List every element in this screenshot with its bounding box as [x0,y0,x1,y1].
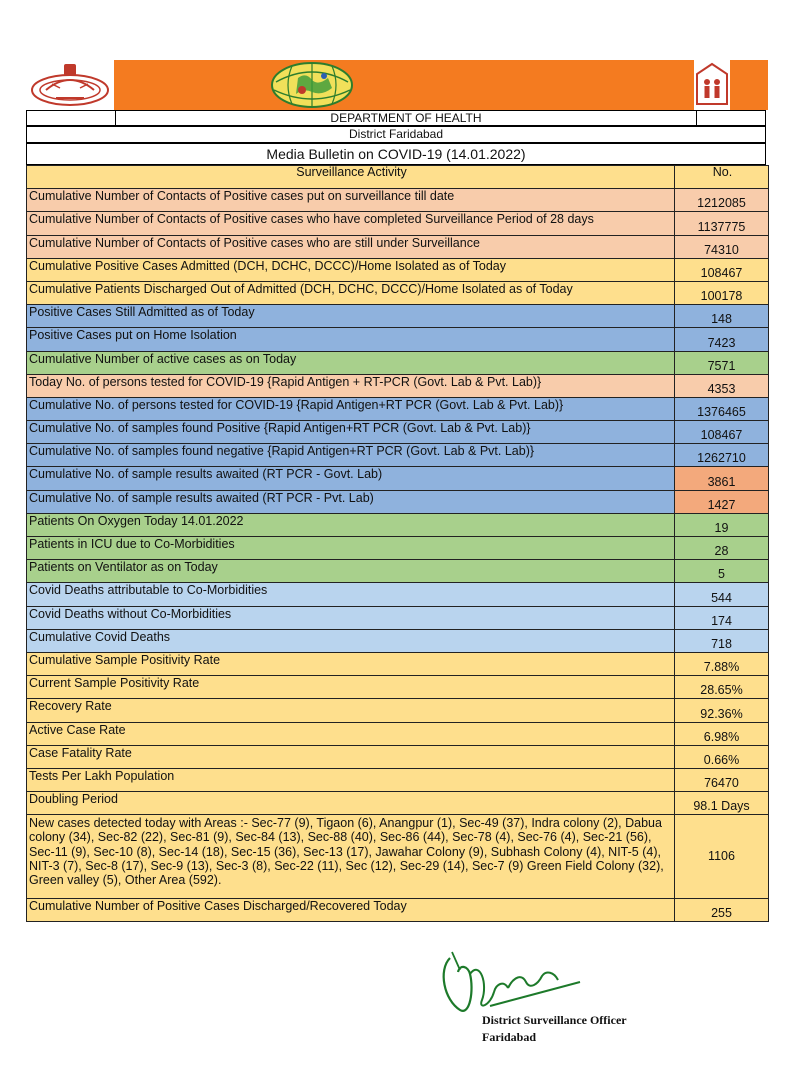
row-label: Patients On Oxygen Today 14.01.2022 [27,513,675,536]
table-row [27,676,769,699]
row-label: Cumulative Number of active cases as on Today [27,351,675,374]
row-label: Cumulative No. of sample results awaited (RT PCR - Govt. Lab) [27,467,675,490]
row-label: Patients in ICU due to Co-Morbidities [27,537,675,560]
row-value: 1427 [675,490,769,513]
table-row [27,768,769,791]
row-label: Today No. of persons tested for COVID-19 {Rapid Antigen + RT-PCR (Govt. Lab & Pvt. Lab)} [27,374,675,397]
row-value: 3861 [675,467,769,490]
row-value: 92.36% [675,699,769,722]
table-row [27,467,769,490]
row-label: Cumulative Positive Cases Admitted (DCH, DCHC, DCCC)/Home Isolated as of Today [27,258,675,281]
table-row [27,258,769,281]
row-value: 7423 [675,328,769,351]
table-row [27,189,769,212]
row-value: 4353 [675,374,769,397]
table-row [27,421,769,444]
new-cases-value: 1106 [675,815,769,899]
row-value: 28 [675,537,769,560]
new-cases-label: New cases detected today with Areas :- Sec-77 (9), Tigaon (6), Anangpur (1), Sec-49 (37), Indra colony (2), Dabua colony (34), Sec-82 (22), Sec-81 (9), Sec-84 (13), Sec-88 (40), Sec-86 (44), Sec-78 (4), Sec-76 (4), Sec-21 (56), Sec-11 (9), Sec-10 (8), Sec-14 (18), Sec-15 (36), Sec-13 (17), Jawahar Colony (9), Subhash Colony (4), NIT-5 (4), NIT-3 (7), Sec-8 (17), Sec-9 (13), Sec-3 (8), Sec-22 (11), Sec (12), Sec-29 (14), Sec-7 (9) Green Field Colony (32), Green valley (5), Other Area (592). [27,815,675,899]
row-value: 1262710 [675,444,769,467]
row-value: 174 [675,606,769,629]
row-label: Cumulative Number of Contacts of Positive cases who are still under Surveillance [27,235,675,258]
row-label: Case Fatality Rate [27,745,675,768]
row-label: Cumulative Patients Discharged Out of Admitted (DCH, DCHC, DCCC)/Home Isolated as of Today [27,281,675,304]
row-value: 100178 [675,281,769,304]
row-value: 108467 [675,421,769,444]
row-value: 74310 [675,235,769,258]
table-row [27,374,769,397]
row-value: 148 [675,305,769,328]
officer-place: Faridabad [482,1030,537,1044]
table-row [27,351,769,374]
table-row [27,583,769,606]
row-value: 7.88% [675,652,769,675]
row-label: Recovery Rate [27,699,675,722]
row-label: Cumulative Sample Positivity Rate [27,652,675,675]
globe-logo-icon [262,60,362,110]
bulletin-header [26,60,768,110]
row-value: 108467 [675,258,769,281]
row-value: 7571 [675,351,769,374]
row-value: 0.66% [675,745,769,768]
table-row [27,629,769,652]
row-label: Cumulative Number of Contacts of Positive cases put on surveillance till date [27,189,675,212]
row-value: 1376465 [675,397,769,420]
row-value: 718 [675,629,769,652]
column-header-number: No. [675,166,769,189]
row-value: 98.1 Days [675,792,769,815]
table-row [27,606,769,629]
table-body [27,189,769,922]
table-header-row [27,166,769,189]
table-row [27,444,769,467]
signature-block [430,940,680,1050]
family-welfare-logo-icon [694,60,730,110]
table-row [27,305,769,328]
row-label: Cumulative No. of samples found Positive {Rapid Antigen+RT PCR (Govt. Lab & Pvt. Lab)} [27,421,675,444]
row-value: 1212085 [675,189,769,212]
discharged-today-value: 255 [675,899,769,922]
bulletin-title: Media Bulletin on COVID-19 (14.01.2022) [26,143,766,165]
row-label: Tests Per Lakh Population [27,768,675,791]
new-cases-row [27,815,769,899]
department-title-text: DEPARTMENT OF HEALTH [115,111,697,125]
row-label: Cumulative No. of samples found negative {Rapid Antigen+RT PCR (Govt. Lab & Pvt. Lab)} [27,444,675,467]
row-label: Positive Cases put on Home Isolation [27,328,675,351]
row-value: 544 [675,583,769,606]
table-row [27,699,769,722]
table-row [27,397,769,420]
table-row [27,722,769,745]
table-row [27,652,769,675]
department-title [26,110,766,126]
table-row [27,745,769,768]
row-label: Cumulative Covid Deaths [27,629,675,652]
row-label: Cumulative No. of sample results awaited (RT PCR - Pvt. Lab) [27,490,675,513]
row-label: Covid Deaths attributable to Co-Morbidities [27,583,675,606]
table-row [27,281,769,304]
column-header-activity: Surveillance Activity [27,166,675,189]
table-row [27,490,769,513]
table-row [27,537,769,560]
discharged-today-row [27,899,769,922]
row-value: 6.98% [675,722,769,745]
table-row [27,328,769,351]
table-row [27,235,769,258]
discharged-today-label: Cumulative Number of Positive Cases Discharged/Recovered Today [27,899,675,922]
table-row [27,212,769,235]
row-label: Positive Cases Still Admitted as of Today [27,305,675,328]
table-row [27,560,769,583]
row-value: 76470 [675,768,769,791]
officer-title: District Surveillance Officer [482,1013,627,1027]
district-title: District Faridabad [26,126,766,143]
table-row [27,792,769,815]
header-band [114,60,768,110]
row-label: Patients on Ventilator as on Today [27,560,675,583]
row-value: 19 [675,513,769,536]
row-label: Current Sample Positivity Rate [27,676,675,699]
row-value: 1137775 [675,212,769,235]
surveillance-table [26,165,769,922]
row-value: 28.65% [675,676,769,699]
haryana-emblem-icon [26,60,114,110]
row-label: Active Case Rate [27,722,675,745]
row-label: Covid Deaths without Co-Morbidities [27,606,675,629]
row-label: Doubling Period [27,792,675,815]
table-row [27,513,769,536]
row-label: Cumulative Number of Contacts of Positive cases who have completed Surveillance Period of 28 days [27,212,675,235]
row-value: 5 [675,560,769,583]
row-label: Cumulative No. of persons tested for COVID-19 {Rapid Antigen+RT PCR (Govt. Lab & Pvt. Lab)} [27,397,675,420]
